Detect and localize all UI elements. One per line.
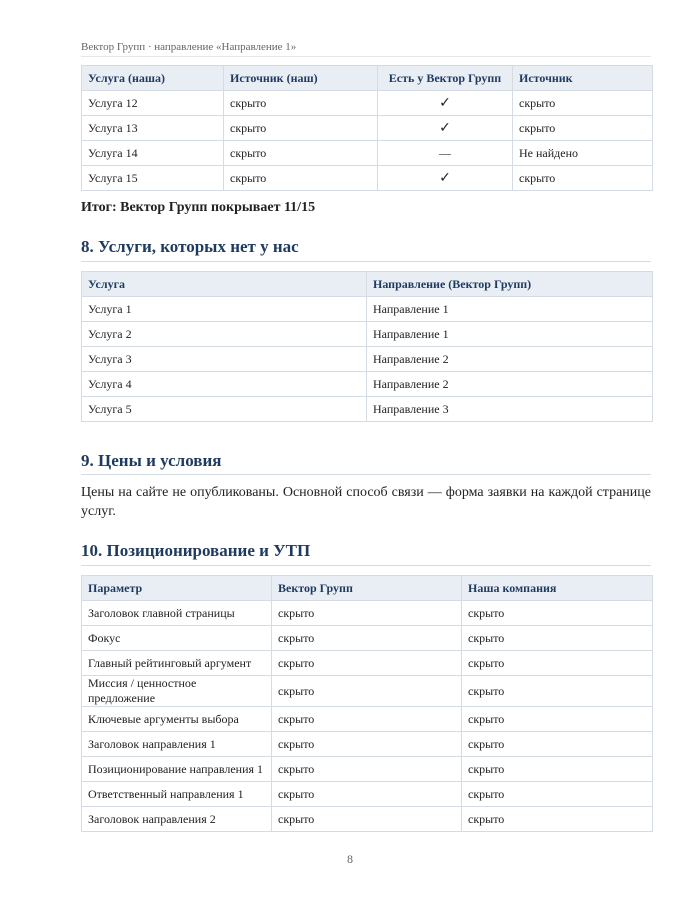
column-header: Есть у Вектор Групп — [378, 66, 513, 91]
table-row — [82, 166, 653, 191]
our-company-cell: скрыто — [462, 807, 653, 832]
table-row — [82, 782, 653, 807]
competitor-cell: скрыто — [272, 626, 462, 651]
parameter-cell: Миссия / ценностное предложение — [82, 676, 272, 707]
competitor-cell: скрыто — [272, 676, 462, 707]
source-cell: скрыто — [513, 91, 653, 116]
service-cell: Услуга 2 — [82, 322, 367, 347]
competitor-cell: скрыто — [272, 732, 462, 757]
service-cell: Услуга 12 — [82, 91, 224, 116]
table-header-row — [82, 576, 653, 601]
table-row — [82, 626, 653, 651]
table-row — [82, 707, 653, 732]
table-row — [82, 676, 653, 707]
our-company-cell: скрыто — [462, 757, 653, 782]
table-row — [82, 397, 653, 422]
competitor-cell: скрыто — [272, 601, 462, 626]
service-cell: Услуга 13 — [82, 116, 224, 141]
pricing-paragraph: Цены на сайте не опубликованы. Основной способ связи — форма заявки на каждой странице услуг. — [81, 485, 651, 519]
missing-services-table — [81, 271, 653, 422]
services-coverage-table — [81, 65, 653, 191]
column-header: Источник (наш) — [224, 66, 378, 91]
column-header: Параметр — [82, 576, 272, 601]
table-row — [82, 322, 653, 347]
section-9-divider — [81, 474, 651, 475]
our-company-cell: скрыто — [462, 601, 653, 626]
source-cell: скрыто — [513, 116, 653, 141]
table-row — [82, 651, 653, 676]
our-company-cell: скрыто — [462, 676, 653, 707]
parameter-cell: Заголовок главной страницы — [82, 601, 272, 626]
table-row — [82, 91, 653, 116]
dash-icon: — — [378, 141, 513, 166]
source-cell: скрыто — [224, 116, 378, 141]
our-company-cell: скрыто — [462, 782, 653, 807]
table-row — [82, 141, 653, 166]
table-header-row — [82, 66, 653, 91]
table-row — [82, 732, 653, 757]
page-number: 8 — [347, 852, 353, 866]
table-row — [82, 372, 653, 397]
parameter-cell: Главный рейтинговый аргумент — [82, 651, 272, 676]
source-cell: скрыто — [224, 91, 378, 116]
table-row — [82, 297, 653, 322]
table-row — [82, 116, 653, 141]
service-cell: Услуга 4 — [82, 372, 367, 397]
table-row — [82, 807, 653, 832]
coverage-summary: Итог: Вектор Групп покрывает 11/15 — [81, 200, 316, 215]
competitor-cell: скрыто — [272, 807, 462, 832]
our-company-cell: скрыто — [462, 626, 653, 651]
direction-cell: Направление 2 — [367, 347, 653, 372]
parameter-cell: Позиционирование направления 1 — [82, 757, 272, 782]
running-header: Вектор Групп · направление «Направление 1» — [81, 41, 297, 53]
checkmark-icon: ✓ — [378, 166, 513, 191]
section-8-title: 8. Услуги, которых нет у нас — [81, 237, 299, 256]
table-row — [82, 757, 653, 782]
column-header: Услуга (наша) — [82, 66, 224, 91]
column-header: Услуга — [82, 272, 367, 297]
parameter-cell: Фокус — [82, 626, 272, 651]
direction-cell: Направление 1 — [367, 322, 653, 347]
competitor-cell: скрыто — [272, 782, 462, 807]
our-company-cell: скрыто — [462, 732, 653, 757]
section-10-divider — [81, 565, 651, 566]
service-cell: Услуга 15 — [82, 166, 224, 191]
table-header-row — [82, 272, 653, 297]
parameter-cell: Заголовок направления 1 — [82, 732, 272, 757]
header-divider — [81, 56, 651, 57]
parameter-cell: Ключевые аргументы выбора — [82, 707, 272, 732]
service-cell: Услуга 14 — [82, 141, 224, 166]
parameter-cell: Заголовок направления 2 — [82, 807, 272, 832]
table-row — [82, 347, 653, 372]
source-cell: скрыто — [224, 141, 378, 166]
source-cell: скрыто — [513, 166, 653, 191]
competitor-cell: скрыто — [272, 651, 462, 676]
column-header: Наша компания — [462, 576, 653, 601]
direction-cell: Направление 2 — [367, 372, 653, 397]
column-header: Направление (Вектор Групп) — [367, 272, 653, 297]
source-cell: скрыто — [224, 166, 378, 191]
positioning-table — [81, 575, 653, 832]
section-9-title: 9. Цены и условия — [81, 451, 222, 470]
direction-cell: Направление 3 — [367, 397, 653, 422]
column-header: Вектор Групп — [272, 576, 462, 601]
service-cell: Услуга 1 — [82, 297, 367, 322]
section-10-title: 10. Позиционирование и УТП — [81, 541, 311, 560]
section-8-divider — [81, 261, 651, 262]
checkmark-icon: ✓ — [378, 116, 513, 141]
direction-cell: Направление 1 — [367, 297, 653, 322]
our-company-cell: скрыто — [462, 651, 653, 676]
competitor-cell: скрыто — [272, 707, 462, 732]
competitor-cell: скрыто — [272, 757, 462, 782]
table-row — [82, 601, 653, 626]
our-company-cell: скрыто — [462, 707, 653, 732]
source-cell: Не найдено — [513, 141, 653, 166]
service-cell: Услуга 3 — [82, 347, 367, 372]
checkmark-icon: ✓ — [378, 91, 513, 116]
column-header: Источник — [513, 66, 653, 91]
parameter-cell: Ответственный направления 1 — [82, 782, 272, 807]
service-cell: Услуга 5 — [82, 397, 367, 422]
